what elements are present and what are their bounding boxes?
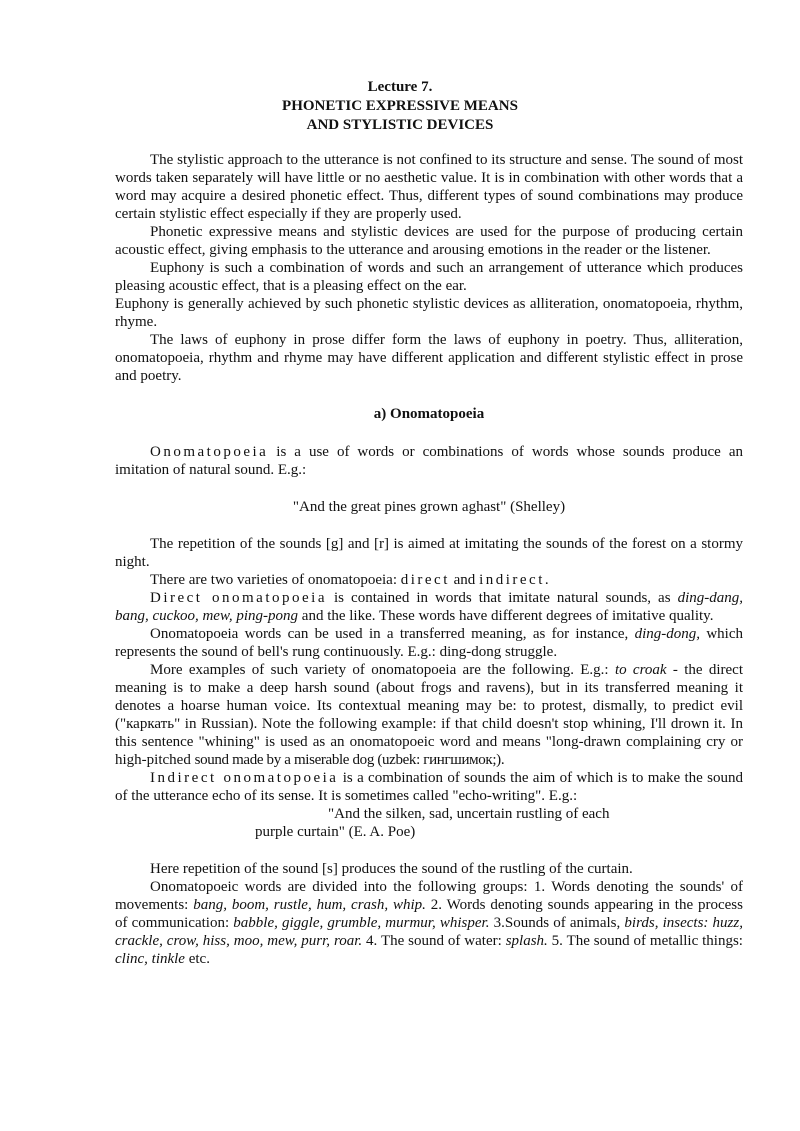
groups-examples-5: clinc, tinkle — [115, 951, 185, 967]
transferred-example: ding-dong, — [634, 626, 701, 642]
direct-paragraph — [115, 589, 743, 625]
quote-shelley: "And the great pines grown aghast" (Shelley) — [292, 499, 566, 515]
groups-examples-1: bang, boom, rustle, hum, crash, whip. — [193, 897, 426, 913]
transferred-post: which represents the sound of bell's rung continuously. E.g.: ding-dong struggle. — [115, 626, 743, 660]
groups-text-5: 5. The sound of metallic things: — [547, 933, 743, 949]
section-heading: a) Onomatopoeia — [373, 406, 485, 422]
varieties-and: and — [449, 572, 480, 588]
indirect-paragraph — [115, 769, 743, 805]
direct-text: is contained in words that imitate natural sounds, as — [326, 590, 678, 606]
more-post: - the direct meaning is to make a deep harsh sound (about frogs and ravens), but in its transferred meaning it denotes a hoarse human voice. Its contextual meaning may be: to protest, dismally, to predict evil ("каркать" in Russian). Note the following example: if that child doesn't stop whining, I'll drown it. In this sentence "whining" is used as an onomatopoeic word and means "long-drawn complaining cry or high-pitched — [115, 662, 744, 768]
document-body — [115, 151, 743, 968]
definition-paragraph — [115, 443, 743, 479]
title-line-2: PHONETIC EXPRESSIVE MEANS — [282, 98, 518, 114]
groups-paragraph — [115, 878, 743, 968]
transferred-paragraph — [115, 625, 743, 661]
intro-paragraph-5: The laws of euphony in prose differ form the laws of euphony in poetry. Thus, alliteration, onomatopoeia, rhythm and rhyme may have different application and different stylistic effect in prose and poetry. — [115, 332, 743, 384]
more-tight: sound made by a miserable dog (uzbek: гингшимок;). — [194, 752, 505, 768]
groups-examples-2: babble, giggle, grumble, murmur, whisper. — [233, 915, 490, 931]
groups-examples-4: splash. — [505, 933, 548, 949]
definition-term: Onomatopoeia — [150, 444, 269, 460]
groups-examples-3: birds, insects: huzz, crackle, crow, hiss, moo, mew, purr, roar. — [115, 915, 743, 949]
direct-text-2: and the like. These words have different degrees of imitative quality. — [298, 608, 714, 624]
title-line-1: Lecture 7. — [367, 79, 433, 95]
transferred-pre: Onomatopoeia words can be used in a transferred meaning, as for instance, — [150, 626, 635, 642]
intro-paragraph-2: Phonetic expressive means and stylistic devices are used for the purpose of producing certain acoustic effect, giving emphasis to the utterance and arousing emotions in the reader or the listener. — [115, 224, 743, 258]
term-indirect: indirect — [479, 572, 545, 588]
repetition-paragraph: The repetition of the sounds [g] and [r] is aimed at imitating the sounds of the forest on a stormy night. — [115, 536, 743, 570]
quote-poe-line-2: purple curtain" (E. A. Poe) — [255, 824, 416, 840]
intro-paragraph-1: The stylistic approach to the utterance is not confined to its structure and sense. The sound of most words taken separately will have little or no aesthetic value. It is in combination with other words that a word may acquire a desired phonetic effect. Thus, different types of sound combinations may produce certain stylistic effect especially if they are properly used. — [115, 152, 743, 222]
direct-examples: ding-dang, bang, cuckoo, mew, ping-pong — [115, 590, 743, 624]
groups-text-4: 4. The sound of water: — [362, 933, 506, 949]
direct-term: Direct onomatopoeia — [150, 590, 327, 606]
more-example: to croak — [614, 662, 667, 678]
indirect-text: is a combination of sounds the aim of which is to make the sound of the utterance echo of its sense. It is sometimes called "echo-writing". E.g.: — [115, 770, 743, 804]
term-direct: direct — [400, 572, 450, 588]
groups-text-3: 3.Sounds of animals, — [489, 915, 625, 931]
definition-text: is a use of words or combinations of words whose sounds produce an imitation of natural sound. E.g.: — [115, 444, 743, 478]
varieties-end: . — [544, 572, 549, 588]
groups-end: etc. — [184, 951, 210, 967]
intro-paragraph-4: Euphony is generally achieved by such phonetic stylistic devices as alliteration, onomatopoeia, rhythm, rhyme. — [115, 296, 743, 330]
more-examples-paragraph — [115, 661, 743, 769]
indirect-term: Indirect onomatopoeia — [150, 770, 339, 786]
intro-paragraph-3: Euphony is such a combination of words and such an arrangement of utterance which produces pleasing acoustic effect, that is a pleasing effect on the ear. — [115, 260, 743, 294]
groups-text-1: Onomatopoeic words are divided into the following groups: 1. Words denoting the sounds' of movements: — [115, 879, 743, 913]
rustling-paragraph: Here repetition of the sound [s] produces the sound of the rustling of the curtain. — [150, 861, 633, 877]
more-pre: More examples of such variety of onomatopoeia are the following. E.g.: — [150, 662, 615, 678]
lecture-title — [0, 78, 800, 135]
quote-poe-line-1: "And the silken, sad, uncertain rustling of each — [328, 806, 610, 822]
groups-text-2: 2. Words denoting sounds appearing in the process of communication: — [115, 897, 743, 931]
varieties-text: There are two varieties of onomatopoeia: — [150, 572, 401, 588]
varieties-paragraph — [115, 571, 743, 589]
title-line-3: AND STYLISTIC DEVICES — [306, 117, 494, 133]
